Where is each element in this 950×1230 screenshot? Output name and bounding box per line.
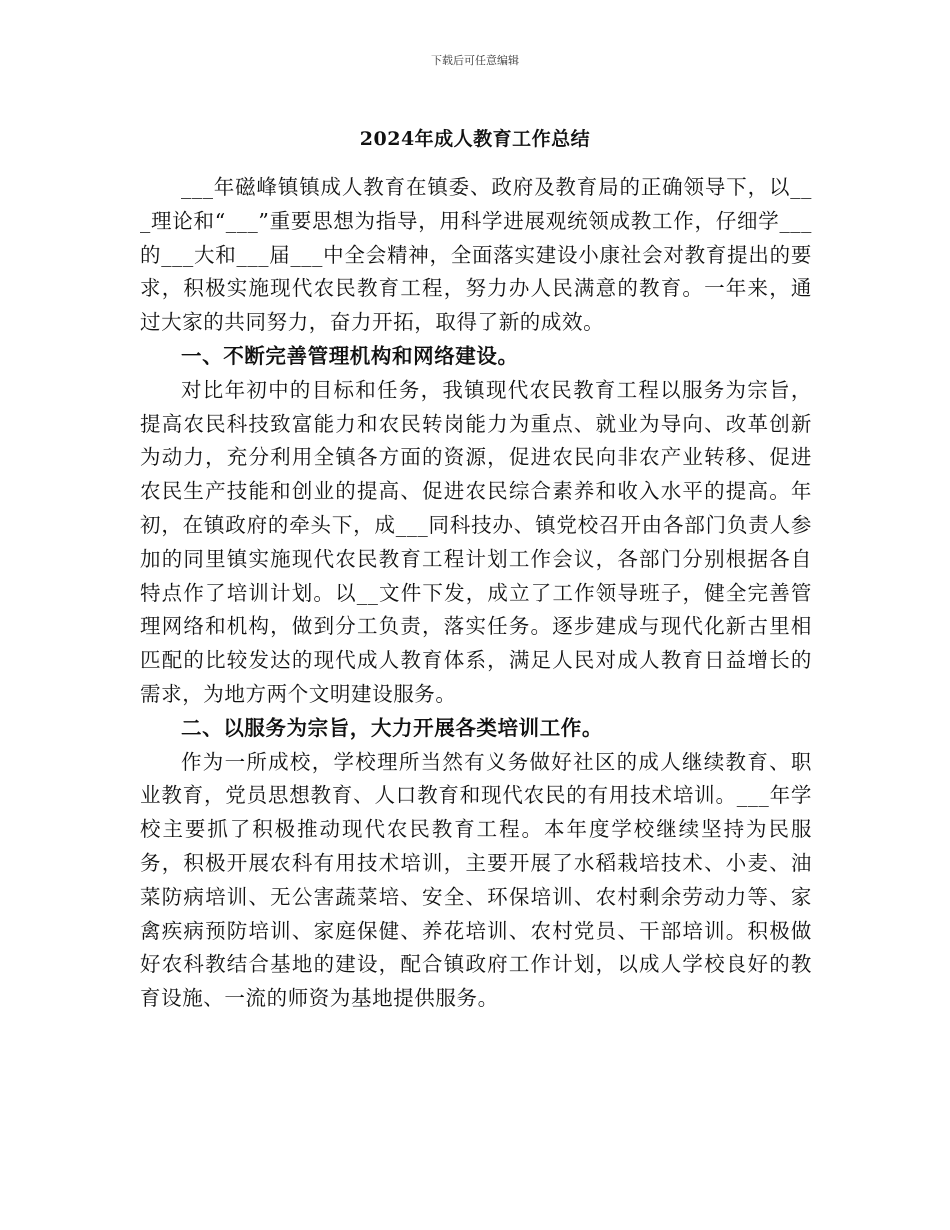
section-heading-1: 一、不断完善管理机构和网络建设。	[181, 343, 519, 368]
document-title: 2024年成人教育工作总结	[359, 128, 591, 150]
paragraph-section-2: 作为一所成校，学校理所当然有义务做好社区的成人继续教育、职业教育，党员思想教育、人口教育和现代农民的有用技术培训。___年学校主要抓了积极推动现代农民教育工程。本年度学校继续坚持为民服务，积极开展农科有用技术培训，主要开展了水稻栽培技术、小麦、油菜防病培训、无公害蔬菜培、安全、环保培训、农村剩余劳动力等、家禽疾病预防培训、家庭保健、养花培训、农村党员、干部培训。积极做好农科教结合基地的建设，配合镇政府工作计划，以成人学校良好的教育设施、一流的师资为基地提供服务。	[140, 749, 812, 1011]
paragraph-intro: ___年磁峰镇镇成人教育在镇委、政府及教育局的正确领导下，以___理论和“___”重要思想为指导，用科学进展观统领成教工作，仔细学___的___大和___届___中全会精神，全面落实建设小康社会对教育提出的要求，积极实施现代农民教育工程，努力办人民满意的教育。一年来，通过大家的共同努力，奋力开拓，取得了新的成效。	[140, 175, 812, 335]
document-body	[140, 171, 812, 1016]
paragraph-section-1: 对比年初中的目标和任务，我镇现代农民教育工程以服务为宗旨，提高农民科技致富能力和农民转岗能力为重点、就业为导向、改革创新为动力，充分利用全镇各方面的资源，促进农民向非农产业转移、促进农民生产技能和创业的提高、促进农民综合素养和收入水平的提高。年初，在镇政府的牵头下，成___同科技办、镇党校召开由各部门负责人参加的同里镇实施现代农民教育工程计划工作会议，各部门分别根据各自特点作了培训计划。以__文件下发，成立了工作领导班子，健全完善管理网络和机构，做到分工负责，落实任务。逐步建成与现代化新古里相匹配的比较发达的现代成人教育体系，满足人民对成人教育日益增长的需求，为地方两个文明建设服务。	[140, 377, 812, 706]
header-note: 下载后可任意编辑	[431, 54, 519, 67]
section-heading-2: 二、以服务为宗旨，大力开展各类培训工作。	[181, 715, 603, 740]
